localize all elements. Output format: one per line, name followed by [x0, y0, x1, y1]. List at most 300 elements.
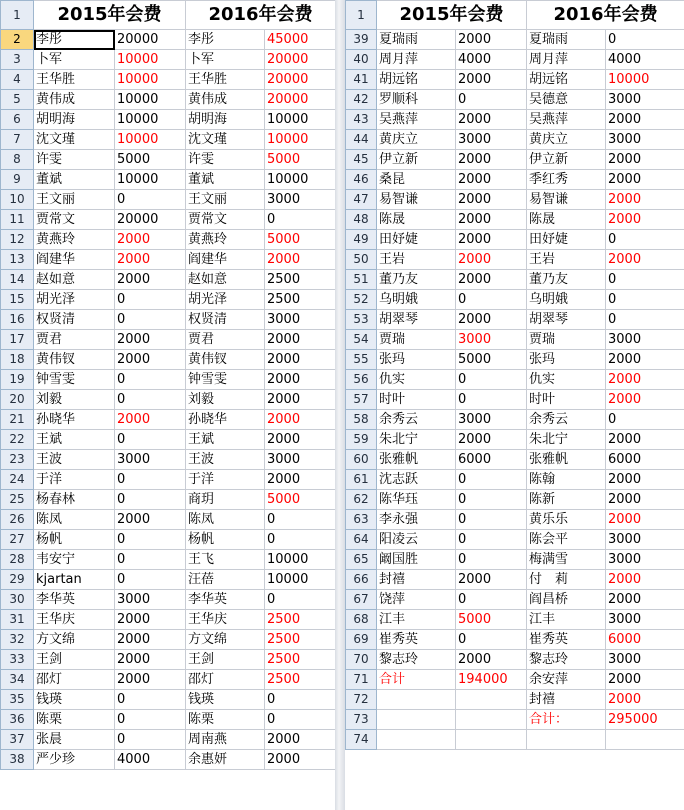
fee-2016-cell[interactable]: 2000	[265, 430, 336, 450]
name-2015-cell[interactable]: 刘毅	[34, 390, 115, 410]
fee-2015-cell[interactable]: 0	[115, 370, 186, 390]
fee-2016-cell[interactable]: 2000	[265, 410, 336, 430]
name-2015-cell[interactable]: 王波	[34, 450, 115, 470]
fee-2015-cell[interactable]: 2000	[456, 570, 527, 590]
fee-2016-cell[interactable]: 6000	[606, 630, 684, 650]
row-number[interactable]: 49	[346, 230, 377, 250]
fee-2016-cell[interactable]: 2000	[606, 390, 684, 410]
name-2015-cell[interactable]: 赵如意	[34, 270, 115, 290]
fee-2015-cell[interactable]: 0	[115, 570, 186, 590]
fee-2015-cell[interactable]: 2000	[115, 650, 186, 670]
fee-2016-cell[interactable]: 2000	[265, 250, 336, 270]
fee-2015-cell[interactable]: 4000	[115, 750, 186, 770]
name-2015-cell[interactable]: 钟雪雯	[34, 370, 115, 390]
name-2015-cell[interactable]: 许雯	[34, 150, 115, 170]
name-2016-cell[interactable]: 贾瑞	[527, 330, 606, 350]
name-2015-cell[interactable]: 乌明娥	[377, 290, 456, 310]
fee-2016-cell[interactable]: 0	[265, 210, 336, 230]
name-2015-cell[interactable]: 黄燕玲	[34, 230, 115, 250]
fee-2015-cell[interactable]: 2000	[115, 630, 186, 650]
name-2016-cell[interactable]: 胡光泽	[186, 290, 265, 310]
fee-2016-cell[interactable]: 5000	[265, 230, 336, 250]
fee-2016-cell[interactable]: 20000	[265, 70, 336, 90]
name-2015-cell[interactable]: 陈栗	[34, 710, 115, 730]
row-number[interactable]: 32	[1, 630, 34, 650]
header-2015-fee[interactable]: 2015年会费	[377, 1, 527, 30]
name-2016-cell[interactable]: 权贤清	[186, 310, 265, 330]
name-2016-cell[interactable]: 陈凤	[186, 510, 265, 530]
fee-2016-cell[interactable]: 2000	[606, 250, 684, 270]
fee-2016-cell[interactable]: 2000	[606, 190, 684, 210]
fee-2015-cell[interactable]: 2000	[456, 190, 527, 210]
name-2015-cell[interactable]: 时叶	[377, 390, 456, 410]
fee-2016-cell[interactable]: 3000	[606, 650, 684, 670]
fee-2015-cell[interactable]: 0	[456, 370, 527, 390]
name-2015-cell[interactable]: 董乃友	[377, 270, 456, 290]
fee-2015-cell[interactable]: 3000	[456, 130, 527, 150]
fee-2015-cell[interactable]: 3000	[115, 590, 186, 610]
name-2016-cell[interactable]: 王华胜	[186, 70, 265, 90]
name-2016-cell[interactable]	[527, 730, 606, 750]
fee-2015-cell[interactable]: 0	[115, 490, 186, 510]
name-2015-cell[interactable]: 孙晓华	[34, 410, 115, 430]
name-2016-cell[interactable]: 王华庆	[186, 610, 265, 630]
fee-2016-cell[interactable]: 0	[265, 590, 336, 610]
row-number[interactable]: 35	[1, 690, 34, 710]
fee-2015-cell[interactable]: 2000	[456, 650, 527, 670]
name-2016-cell[interactable]: 王岩	[527, 250, 606, 270]
fee-2015-cell[interactable]: 194000	[456, 670, 527, 690]
name-2015-cell[interactable]: 周月萍	[377, 50, 456, 70]
fee-2016-cell[interactable]: 10000	[265, 110, 336, 130]
name-2016-cell[interactable]: 王剑	[186, 650, 265, 670]
fee-2016-cell[interactable]: 2500	[265, 650, 336, 670]
fee-2015-cell[interactable]: 2000	[115, 610, 186, 630]
name-2016-cell[interactable]: 余安萍	[527, 670, 606, 690]
row-number[interactable]: 71	[346, 670, 377, 690]
row-number[interactable]: 1	[1, 1, 34, 30]
name-2016-cell[interactable]: 江丰	[527, 610, 606, 630]
name-2016-cell[interactable]: 黄伟钗	[186, 350, 265, 370]
name-2016-cell[interactable]: 沈文瑾	[186, 130, 265, 150]
fee-2016-cell[interactable]: 20000	[265, 50, 336, 70]
name-2016-cell[interactable]: 黄伟成	[186, 90, 265, 110]
row-number[interactable]: 21	[1, 410, 34, 430]
name-2015-cell[interactable]: 沈文瑾	[34, 130, 115, 150]
name-2015-cell[interactable]: 吴燕萍	[377, 110, 456, 130]
name-2015-cell[interactable]: 王华庆	[34, 610, 115, 630]
fee-2016-cell[interactable]: 3000	[265, 450, 336, 470]
name-2016-cell[interactable]: 王波	[186, 450, 265, 470]
row-number[interactable]: 24	[1, 470, 34, 490]
row-number[interactable]: 30	[1, 590, 34, 610]
fee-2016-cell[interactable]: 3000	[606, 610, 684, 630]
row-number[interactable]: 36	[1, 710, 34, 730]
name-2016-cell[interactable]: 王斌	[186, 430, 265, 450]
name-2015-cell[interactable]: 杨帆	[34, 530, 115, 550]
fee-2015-cell[interactable]: 2000	[456, 110, 527, 130]
row-number[interactable]: 43	[346, 110, 377, 130]
name-2015-cell[interactable]: 封禧	[377, 570, 456, 590]
row-number[interactable]: 15	[1, 290, 34, 310]
row-number[interactable]: 31	[1, 610, 34, 630]
fee-2016-cell[interactable]: 10000	[265, 130, 336, 150]
name-2016-cell[interactable]: 胡翠琴	[527, 310, 606, 330]
row-number[interactable]: 61	[346, 470, 377, 490]
name-2015-cell[interactable]: 胡翠琴	[377, 310, 456, 330]
name-2016-cell[interactable]: 封禧	[527, 690, 606, 710]
row-number[interactable]: 65	[346, 550, 377, 570]
name-2016-cell[interactable]: 周南燕	[186, 730, 265, 750]
name-2016-cell[interactable]: 崔秀英	[527, 630, 606, 650]
row-number[interactable]: 64	[346, 530, 377, 550]
row-number[interactable]: 1	[346, 1, 377, 30]
name-2015-cell[interactable]: 江丰	[377, 610, 456, 630]
name-2016-cell[interactable]: 胡远铭	[527, 70, 606, 90]
row-number[interactable]: 55	[346, 350, 377, 370]
name-2015-cell[interactable]: 黎志玲	[377, 650, 456, 670]
fee-2015-cell[interactable]: 0	[456, 510, 527, 530]
name-2015-cell[interactable]: 王岩	[377, 250, 456, 270]
fee-2015-cell[interactable]: 2000	[115, 230, 186, 250]
row-number[interactable]: 73	[346, 710, 377, 730]
fee-2015-cell[interactable]: 0	[115, 550, 186, 570]
name-2016-cell[interactable]: 胡明海	[186, 110, 265, 130]
row-number[interactable]: 25	[1, 490, 34, 510]
name-2015-cell[interactable]: 贾常文	[34, 210, 115, 230]
fee-2016-cell[interactable]: 2000	[265, 390, 336, 410]
fee-2016-cell[interactable]: 0	[265, 690, 336, 710]
fee-2015-cell[interactable]: 2000	[115, 350, 186, 370]
name-2016-cell[interactable]: 陈晟	[527, 210, 606, 230]
name-2015-cell[interactable]: 合计	[377, 670, 456, 690]
fee-2016-cell[interactable]: 3000	[606, 330, 684, 350]
name-2016-cell[interactable]: 许雯	[186, 150, 265, 170]
fee-2015-cell[interactable]: 0	[456, 590, 527, 610]
fee-2015-cell[interactable]	[456, 690, 527, 710]
name-2016-cell[interactable]: 黄燕玲	[186, 230, 265, 250]
row-number[interactable]: 69	[346, 630, 377, 650]
name-2016-cell[interactable]: 黎志玲	[527, 650, 606, 670]
fee-2015-cell[interactable]: 20000	[115, 30, 186, 50]
fee-2016-cell[interactable]: 2000	[606, 490, 684, 510]
name-2015-cell[interactable]: 仇实	[377, 370, 456, 390]
fee-2015-cell[interactable]: 10000	[115, 170, 186, 190]
name-2016-cell[interactable]: 时叶	[527, 390, 606, 410]
name-2015-cell[interactable]: 黄伟成	[34, 90, 115, 110]
row-number[interactable]: 17	[1, 330, 34, 350]
fee-2016-cell[interactable]: 0	[606, 230, 684, 250]
name-2016-cell[interactable]: 钱瑛	[186, 690, 265, 710]
name-2015-cell[interactable]: 王华胜	[34, 70, 115, 90]
name-2016-cell[interactable]: 吴德意	[527, 90, 606, 110]
fee-2016-cell[interactable]: 2000	[606, 430, 684, 450]
row-number[interactable]: 9	[1, 170, 34, 190]
fee-2015-cell[interactable]: 2000	[456, 270, 527, 290]
fee-2015-cell[interactable]: 0	[456, 530, 527, 550]
name-2015-cell[interactable]: 贾君	[34, 330, 115, 350]
row-number[interactable]: 72	[346, 690, 377, 710]
fee-2016-cell[interactable]: 4000	[606, 50, 684, 70]
name-2016-cell[interactable]: 杨帆	[186, 530, 265, 550]
row-number[interactable]: 39	[346, 30, 377, 50]
row-number[interactable]: 60	[346, 450, 377, 470]
fee-2016-cell[interactable]: 3000	[606, 530, 684, 550]
fee-2015-cell[interactable]: 0	[456, 630, 527, 650]
fee-2016-cell[interactable]: 10000	[265, 570, 336, 590]
fee-2015-cell[interactable]: 4000	[456, 50, 527, 70]
fee-2015-cell[interactable]: 2000	[456, 150, 527, 170]
fee-2016-cell[interactable]: 3000	[606, 130, 684, 150]
name-2015-cell[interactable]: 张晨	[34, 730, 115, 750]
name-2015-cell[interactable]	[377, 690, 456, 710]
row-number[interactable]: 29	[1, 570, 34, 590]
fee-2015-cell[interactable]: 0	[115, 710, 186, 730]
fee-2016-cell[interactable]: 2000	[606, 350, 684, 370]
name-2015-cell[interactable]: 沈志跃	[377, 470, 456, 490]
window-split-divider[interactable]	[335, 0, 345, 810]
row-number[interactable]: 62	[346, 490, 377, 510]
fee-2016-cell[interactable]: 2000	[606, 510, 684, 530]
name-2015-cell[interactable]: 陈晟	[377, 210, 456, 230]
name-2016-cell[interactable]: 汪蓓	[186, 570, 265, 590]
name-2016-cell[interactable]: 李彤	[186, 30, 265, 50]
name-2015-cell[interactable]: 夏瑞雨	[377, 30, 456, 50]
name-2015-cell[interactable]: 朱北宁	[377, 430, 456, 450]
name-2015-cell[interactable]: 钱瑛	[34, 690, 115, 710]
row-number[interactable]: 26	[1, 510, 34, 530]
fee-2015-cell[interactable]: 2000	[115, 330, 186, 350]
fee-2016-cell[interactable]: 20000	[265, 90, 336, 110]
fee-2015-cell[interactable]: 10000	[115, 90, 186, 110]
fee-2016-cell[interactable]: 2000	[606, 590, 684, 610]
fee-2016-cell[interactable]: 0	[606, 290, 684, 310]
fee-2015-cell[interactable]: 2000	[115, 510, 186, 530]
row-number[interactable]: 42	[346, 90, 377, 110]
row-number[interactable]: 57	[346, 390, 377, 410]
name-2015-cell[interactable]: kjartan	[34, 570, 115, 590]
fee-2016-cell[interactable]: 10000	[265, 550, 336, 570]
name-2015-cell[interactable]: 杨春林	[34, 490, 115, 510]
name-2015-cell[interactable]: 李永强	[377, 510, 456, 530]
name-2015-cell[interactable]: 阳凌云	[377, 530, 456, 550]
fee-2016-cell[interactable]: 2000	[606, 670, 684, 690]
fee-2015-cell[interactable]: 0	[456, 390, 527, 410]
name-2016-cell[interactable]: 孙晓华	[186, 410, 265, 430]
fee-2015-cell[interactable]: 2000	[456, 230, 527, 250]
header-2016-fee[interactable]: 2016年会费	[186, 1, 336, 30]
fee-2015-cell[interactable]: 2000	[115, 410, 186, 430]
fee-2015-cell[interactable]: 3000	[456, 330, 527, 350]
fee-2016-cell[interactable]: 2000	[265, 370, 336, 390]
name-2015-cell[interactable]: 李华英	[34, 590, 115, 610]
fee-2015-cell[interactable]: 3000	[456, 410, 527, 430]
name-2016-cell[interactable]: 黄庆立	[527, 130, 606, 150]
fee-2016-cell[interactable]: 2500	[265, 630, 336, 650]
fee-2015-cell[interactable]: 2000	[115, 250, 186, 270]
row-number[interactable]: 8	[1, 150, 34, 170]
fee-2016-cell[interactable]	[606, 730, 684, 750]
name-2015-cell[interactable]: 田妤婕	[377, 230, 456, 250]
fee-2016-cell[interactable]: 2500	[265, 290, 336, 310]
fee-2015-cell[interactable]	[456, 730, 527, 750]
fee-2016-cell[interactable]: 2500	[265, 670, 336, 690]
fee-2016-cell[interactable]: 295000	[606, 710, 684, 730]
name-2016-cell[interactable]: 陈栗	[186, 710, 265, 730]
row-number[interactable]: 10	[1, 190, 34, 210]
fee-2015-cell[interactable]: 0	[115, 290, 186, 310]
name-2016-cell[interactable]: 夏瑞雨	[527, 30, 606, 50]
name-2015-cell[interactable]: 贾瑞	[377, 330, 456, 350]
fee-2015-cell[interactable]: 10000	[115, 50, 186, 70]
fee-2015-cell[interactable]: 5000	[115, 150, 186, 170]
name-2016-cell[interactable]: 周月萍	[527, 50, 606, 70]
name-2016-cell[interactable]: 董斌	[186, 170, 265, 190]
fee-2016-cell[interactable]: 0	[606, 310, 684, 330]
fee-2015-cell[interactable]: 0	[456, 470, 527, 490]
fee-2016-cell[interactable]: 0	[606, 30, 684, 50]
name-2016-cell[interactable]: 张玛	[527, 350, 606, 370]
row-number[interactable]: 53	[346, 310, 377, 330]
row-number[interactable]: 13	[1, 250, 34, 270]
row-number[interactable]: 47	[346, 190, 377, 210]
name-2016-cell[interactable]: 贾君	[186, 330, 265, 350]
row-number[interactable]: 34	[1, 670, 34, 690]
name-2015-cell[interactable]: 王文丽	[34, 190, 115, 210]
name-2015-cell[interactable]: 阎建华	[34, 250, 115, 270]
name-2016-cell[interactable]: 钟雪雯	[186, 370, 265, 390]
fee-2016-cell[interactable]: 0	[265, 510, 336, 530]
fee-2016-cell[interactable]: 0	[606, 410, 684, 430]
row-number[interactable]: 67	[346, 590, 377, 610]
row-number[interactable]: 66	[346, 570, 377, 590]
row-number[interactable]: 11	[1, 210, 34, 230]
fee-2016-cell[interactable]: 2000	[606, 370, 684, 390]
name-2016-cell[interactable]: 卜军	[186, 50, 265, 70]
fee-2015-cell[interactable]: 0	[115, 730, 186, 750]
fee-2015-cell[interactable]: 6000	[456, 450, 527, 470]
fee-2016-cell[interactable]: 2000	[265, 330, 336, 350]
row-number[interactable]: 7	[1, 130, 34, 150]
row-number[interactable]: 3	[1, 50, 34, 70]
name-2016-cell[interactable]: 余秀云	[527, 410, 606, 430]
fee-2016-cell[interactable]: 2000	[606, 470, 684, 490]
name-2015-cell[interactable]: 邵灯	[34, 670, 115, 690]
name-2015-cell[interactable]	[377, 710, 456, 730]
name-2015-cell[interactable]: 阚国胜	[377, 550, 456, 570]
row-number[interactable]: 40	[346, 50, 377, 70]
row-number[interactable]: 63	[346, 510, 377, 530]
name-2016-cell[interactable]: 余惠妍	[186, 750, 265, 770]
fee-2016-cell[interactable]: 0	[606, 270, 684, 290]
name-2015-cell[interactable]: 桑昆	[377, 170, 456, 190]
row-number[interactable]: 22	[1, 430, 34, 450]
name-2015-cell[interactable]: 黄伟钗	[34, 350, 115, 370]
fee-2015-cell[interactable]: 0	[456, 290, 527, 310]
fee-2015-cell[interactable]: 3000	[115, 450, 186, 470]
row-number[interactable]: 28	[1, 550, 34, 570]
name-2016-cell[interactable]: 阎昌桥	[527, 590, 606, 610]
fee-2015-cell[interactable]: 5000	[456, 350, 527, 370]
name-2016-cell[interactable]: 陈会平	[527, 530, 606, 550]
row-number[interactable]: 33	[1, 650, 34, 670]
fee-2016-cell[interactable]: 2000	[606, 210, 684, 230]
fee-2016-cell[interactable]: 45000	[265, 30, 336, 50]
row-number[interactable]: 70	[346, 650, 377, 670]
fee-2015-cell[interactable]: 2000	[456, 170, 527, 190]
name-2015-cell[interactable]: 余秀云	[377, 410, 456, 430]
row-number[interactable]: 52	[346, 290, 377, 310]
fee-2015-cell[interactable]: 2000	[456, 430, 527, 450]
name-2016-cell[interactable]: 贾常文	[186, 210, 265, 230]
name-2015-cell[interactable]: 崔秀英	[377, 630, 456, 650]
fee-2015-cell[interactable]: 0	[115, 530, 186, 550]
fee-2016-cell[interactable]: 2000	[606, 150, 684, 170]
fee-2016-cell[interactable]: 5000	[265, 150, 336, 170]
name-2016-cell[interactable]: 吴燕萍	[527, 110, 606, 130]
fee-2015-cell[interactable]: 0	[456, 490, 527, 510]
fee-2016-cell[interactable]: 10000	[606, 70, 684, 90]
fee-2015-cell[interactable]: 0	[115, 310, 186, 330]
name-2016-cell[interactable]: 季红秀	[527, 170, 606, 190]
name-2015-cell[interactable]: 胡光泽	[34, 290, 115, 310]
fee-2016-cell[interactable]: 2500	[265, 270, 336, 290]
name-2016-cell[interactable]: 董乃友	[527, 270, 606, 290]
active-cell[interactable]: 李彤	[34, 30, 115, 50]
fee-2015-cell[interactable]	[456, 710, 527, 730]
row-number[interactable]: 41	[346, 70, 377, 90]
name-2016-cell[interactable]: 易智谦	[527, 190, 606, 210]
row-number[interactable]: 45	[346, 150, 377, 170]
row-number[interactable]: 44	[346, 130, 377, 150]
name-2016-cell[interactable]: 仇实	[527, 370, 606, 390]
fee-2015-cell[interactable]: 0	[115, 190, 186, 210]
fee-2016-cell[interactable]: 2000	[606, 170, 684, 190]
header-2015-fee[interactable]: 2015年会费	[34, 1, 186, 30]
name-2016-cell[interactable]: 梅满雪	[527, 550, 606, 570]
row-number[interactable]: 74	[346, 730, 377, 750]
name-2015-cell[interactable]: 权贤清	[34, 310, 115, 330]
fee-2015-cell[interactable]: 2000	[115, 270, 186, 290]
name-2016-cell[interactable]: 伊立新	[527, 150, 606, 170]
name-2015-cell[interactable]: 韦安宁	[34, 550, 115, 570]
fee-2015-cell[interactable]: 0	[115, 690, 186, 710]
name-2016-cell[interactable]: 陈翰	[527, 470, 606, 490]
row-number[interactable]: 59	[346, 430, 377, 450]
row-number[interactable]: 18	[1, 350, 34, 370]
name-2016-cell[interactable]: 朱北宁	[527, 430, 606, 450]
row-number[interactable]: 5	[1, 90, 34, 110]
row-number[interactable]: 12	[1, 230, 34, 250]
fee-2015-cell[interactable]: 0	[115, 390, 186, 410]
name-2015-cell[interactable]: 王斌	[34, 430, 115, 450]
name-2015-cell[interactable]: 陈凤	[34, 510, 115, 530]
name-2016-cell[interactable]: 赵如意	[186, 270, 265, 290]
row-number[interactable]: 16	[1, 310, 34, 330]
row-number[interactable]: 46	[346, 170, 377, 190]
fee-2015-cell[interactable]: 2000	[456, 30, 527, 50]
name-2016-cell[interactable]: 张雅帆	[527, 450, 606, 470]
fee-2015-cell[interactable]: 20000	[115, 210, 186, 230]
name-2016-cell[interactable]: 田妤婕	[527, 230, 606, 250]
name-2015-cell[interactable]: 于洋	[34, 470, 115, 490]
name-2015-cell[interactable]: 卜军	[34, 50, 115, 70]
fee-2016-cell[interactable]: 2000	[606, 110, 684, 130]
name-2016-cell[interactable]: 阎建华	[186, 250, 265, 270]
name-2015-cell[interactable]: 胡远铭	[377, 70, 456, 90]
fee-2016-cell[interactable]: 2500	[265, 610, 336, 630]
row-number[interactable]: 50	[346, 250, 377, 270]
